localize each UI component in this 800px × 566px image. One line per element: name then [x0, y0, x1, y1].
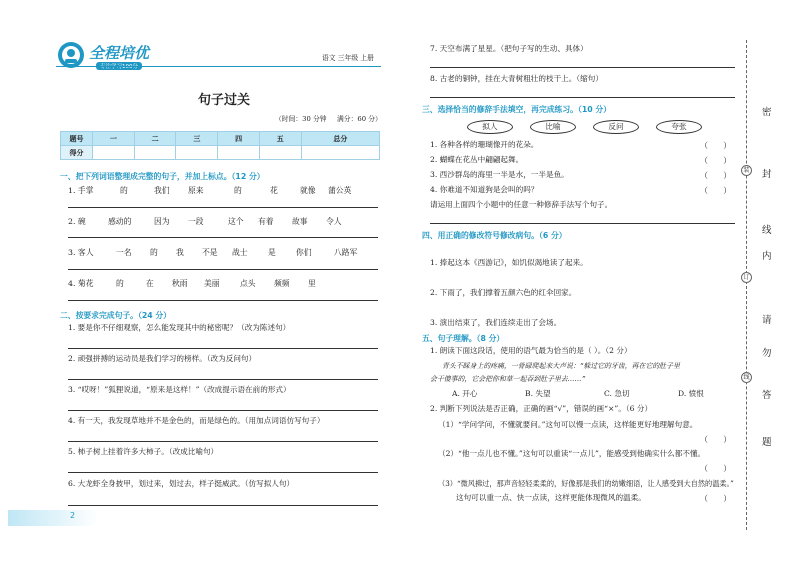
word: 在: [146, 279, 154, 288]
answer-line[interactable]: [68, 269, 378, 270]
answer-paren[interactable]: （ ）: [700, 494, 732, 503]
seal-char: 内: [762, 251, 772, 262]
score-table: [60, 131, 380, 160]
word: 不是: [202, 248, 218, 257]
score-col-3: 三: [176, 132, 218, 146]
header-rule: [56, 66, 381, 67]
word: 原来: [188, 186, 204, 195]
question-item: 6. 大龙虾全身披甲，划过来，划过去，样子挺威武。（仿写拟人句）: [68, 479, 295, 488]
section1-heading: 一、把下列词语整理成完整的句子，并加上标点。（12 分）: [60, 172, 265, 181]
word: 的: [116, 279, 124, 288]
word-row: [68, 278, 388, 290]
question-item: 4. 你难道不知道狗是会叫的吗？: [430, 185, 539, 194]
option-oval: 拟人: [467, 120, 513, 134]
reading-passage: 青头不睬身上的疼痛，一骨碌爬起来大声说：“躲过它的牙齿，再在它的肚子里: [442, 362, 680, 370]
word: 里: [308, 279, 316, 288]
seal-char: 线: [762, 225, 772, 236]
instruction-text: 请运用上面四个小题中的任意一种修辞手法写个句子。: [430, 200, 613, 209]
word: 故事: [292, 217, 308, 226]
binding-line: [746, 40, 747, 530]
answer-line[interactable]: [68, 300, 378, 301]
word: 的: [234, 186, 242, 195]
page-title: 句子过关: [198, 93, 251, 108]
word-row: [68, 247, 388, 259]
score-cell[interactable]: [134, 146, 176, 160]
score-cell[interactable]: [176, 146, 218, 160]
word: 4. 菊花: [68, 279, 94, 288]
question-item: 2. 判断下列说法是否正确，正确的画“√”，错误的画“×”。（6 分）: [430, 404, 653, 413]
answer-paren[interactable]: （ ）: [700, 156, 732, 165]
seal-char: 勿: [762, 348, 772, 359]
seal-char: 封: [762, 169, 772, 180]
binding-circle: 线: [741, 372, 752, 383]
option-oval: 比喻: [530, 120, 576, 134]
binding-circle: 装: [741, 165, 752, 176]
option-oval: 夸张: [656, 120, 702, 134]
word: 秋雨: [172, 279, 188, 288]
word: 3. 客人: [68, 248, 94, 257]
seal-char: 答: [762, 390, 772, 401]
answer-paren[interactable]: （ ）: [700, 141, 732, 150]
score-info: 满分：60 分）: [337, 115, 382, 123]
answer-paren[interactable]: （ ）: [700, 171, 732, 180]
answer-line[interactable]: [68, 207, 378, 208]
judgement-item: （3）“微风拂过，那声音轻轻柔柔的，好像那是我们的幼嫩细语，让人感受到大自然的温柔。”: [438, 479, 734, 488]
question-item: 1. 捧起这本《西游记》，如饥似渴地读了起来。: [430, 258, 588, 267]
judgement-item: 这句可以重一点、快一点读，这样更能体现微风的温柔。: [456, 493, 646, 502]
answer-line[interactable]: [68, 505, 378, 506]
answer-line[interactable]: [430, 67, 735, 68]
answer-line[interactable]: [68, 410, 378, 411]
section2-heading: 二、按要求完成句子。（24 分）: [60, 311, 172, 320]
word: 美丽: [204, 279, 220, 288]
word: 令人: [326, 217, 342, 226]
word: 一名: [116, 248, 132, 257]
question-item: 1. 各种各样的珊瑚像开的花朵。: [430, 140, 539, 149]
choice[interactable]: D. 愤恨: [678, 389, 704, 398]
score-col-5: 五: [259, 132, 301, 146]
word: 点头: [240, 279, 256, 288]
question-item: 1. 朗读下面这段话，使用的语气最为恰当的是（ ）。（2 分）: [430, 346, 632, 355]
question-item: 3. “哎呀！”狐狸说道，“原来是这样！”（改成提示语在前的形式）: [68, 385, 291, 394]
answer-line[interactable]: [68, 441, 378, 442]
choice[interactable]: A. 开心: [452, 389, 478, 398]
word: 因为: [154, 217, 170, 226]
question-item: 5. 柿子树上挂着许多大柿子。（改成比喻句）: [68, 447, 219, 456]
binding-circle: 订: [741, 272, 752, 283]
word: 的: [120, 186, 128, 195]
answer-line[interactable]: [430, 223, 735, 224]
answer-paren[interactable]: （ ）: [700, 186, 732, 195]
score-cell[interactable]: [93, 146, 135, 160]
judgement-item: （2）“他一点儿也不懂。”这句可以重读“一点儿”，能感受到他确实什么都不懂。: [438, 449, 706, 458]
score-cell[interactable]: [301, 146, 379, 160]
question-item: 1. 要是你不仔细观察，怎么能发现其中的秘密呢？（改为陈述句）: [68, 323, 291, 332]
subject-label: 语文 三年级 上册: [322, 54, 374, 62]
answer-paren[interactable]: （ ）: [700, 464, 732, 473]
seal-char: 题: [762, 437, 772, 448]
word: 2. 碗: [68, 217, 86, 226]
judgement-item: （1）“学问学问，不懂就要问。”这句可以慢一点读，这样能更好地理解句意。: [438, 420, 698, 429]
answer-paren[interactable]: （ ）: [700, 435, 732, 444]
word: 战士: [232, 248, 248, 257]
question-item: 8. 古老的铜钟，挂在大青树粗壮的枝干上。（缩句）: [430, 74, 603, 83]
word: 八路军: [334, 248, 358, 257]
section4-heading: 四、用正确的修改符号修改病句。（6 分）: [422, 231, 567, 240]
answer-line[interactable]: [68, 348, 378, 349]
score-table-row-label: 题号: [61, 132, 93, 146]
answer-line[interactable]: [68, 237, 378, 238]
logo-text: 全程培优: [89, 44, 150, 62]
word: 感动的: [108, 217, 132, 226]
question-item: 2. 蝴蝶在花丛中翩翩起舞。: [430, 155, 524, 164]
question-item: 3. 演出结束了，我们连续走出了会场。: [430, 318, 562, 327]
score-table-score-row: [61, 146, 380, 160]
word: 频频: [274, 279, 290, 288]
reading-passage: 会干傻事的，它会把你和草一起吞到肚子里去……”: [430, 375, 586, 383]
score-col-1: 一: [93, 132, 135, 146]
word: 蒲公英: [328, 186, 352, 195]
word: 我们: [154, 186, 170, 195]
section3-heading: 三、选择恰当的修辞手法填空，再完成练习。（10 分）: [422, 105, 611, 114]
word: 的: [150, 248, 158, 257]
page-number: 2: [70, 511, 76, 520]
word: 一段: [188, 217, 204, 226]
brand-logo: [56, 40, 181, 74]
answer-line[interactable]: [430, 97, 735, 98]
score-col-2: 二: [134, 132, 176, 146]
choice[interactable]: C. 急切: [604, 389, 630, 398]
score-cell[interactable]: [259, 146, 301, 160]
page-footer-bar: [8, 510, 98, 526]
logo-subtitle: 专注学习100分: [96, 62, 142, 70]
word: 你们: [296, 248, 312, 257]
word: 是: [268, 248, 276, 257]
choice[interactable]: B. 失望: [525, 389, 551, 398]
score-col-4: 四: [218, 132, 260, 146]
section5-heading: 五、句子理解。（8 分）: [422, 334, 505, 343]
answer-line[interactable]: [68, 379, 378, 380]
score-cell[interactable]: [218, 146, 260, 160]
time-info: （时间：30 分钟: [275, 115, 327, 123]
question-item: 7. 天空布满了星星。（把句子写的生动、具体）: [430, 44, 588, 53]
word: 这个: [228, 217, 244, 226]
word: 花: [270, 186, 278, 195]
seal-char: 密: [762, 107, 772, 118]
question-item: 3. 西沙群岛的海里一半是水，一半是鱼。: [430, 170, 569, 179]
score-col-total: 总分: [301, 132, 379, 146]
question-item: 2. 下雨了，我们撑着五颜六色的红伞回家。: [430, 288, 577, 297]
score-table-row-label: 得分: [61, 146, 93, 160]
question-item: 2. 顽强拼搏的运动员是我们学习的榜样。（改为反问句）: [68, 354, 257, 363]
word: 我: [176, 248, 184, 257]
word-row: [68, 185, 388, 197]
word: 1. 手掌: [68, 186, 94, 195]
seal-char: 请: [762, 315, 772, 326]
word: 有着: [258, 217, 274, 226]
question-item: 4. 有一天，我发现草地并不是金色的，而是绿色的。（用加点词语仿写句子）: [68, 416, 325, 425]
option-oval: 反问: [593, 120, 639, 134]
answer-line[interactable]: [68, 472, 378, 473]
word-row: [68, 216, 388, 228]
word: 就像: [300, 186, 316, 195]
score-table-header-row: [61, 132, 380, 146]
